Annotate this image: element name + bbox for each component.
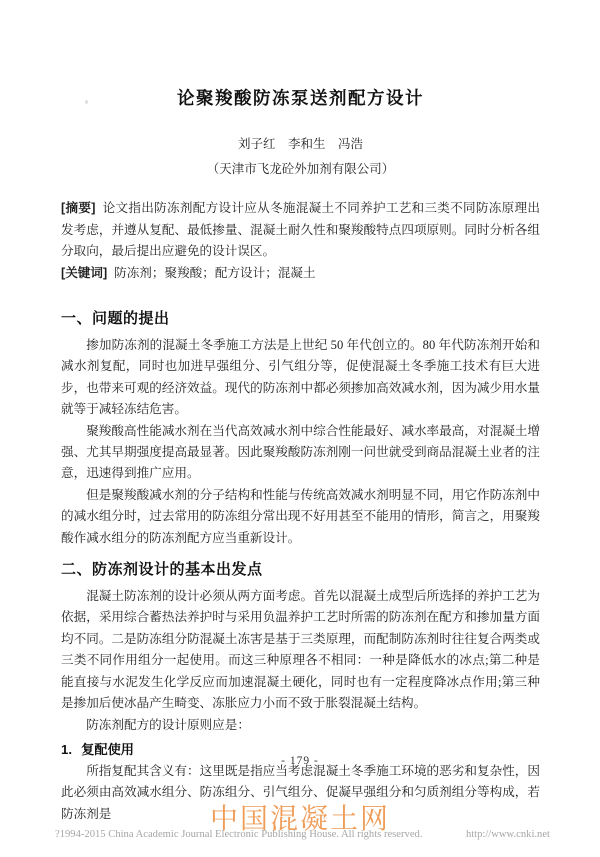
cnki-url: http://www.cnki.net: [465, 829, 550, 840]
section-1-heading: 一、问题的提出: [61, 310, 170, 327]
section-2-paragraph-2: 防冻剂配方的设计原则应是：: [86, 717, 250, 732]
page-title: 论聚羧酸防冻泵送剂配方设计: [177, 88, 424, 108]
section-1-paragraph-1: 掺加防冻剂的混凝土冬季施工方法是上世纪 50 年代创立的。80 年代防冻剂开始和减水剂复配，同时也加进早强组分、引气组分等，促使混凝土冬季施工技术有巨大进步，也带来可观的经济效益。现代的防冻剂中都必须掺加高效减水剂，因为减少用水量就等于减轻冻结危害。: [61, 338, 540, 417]
page-number: - 179 -: [281, 755, 319, 767]
keywords-text: 防冻剂；聚羧酸；配方设计；混凝土: [114, 265, 316, 280]
copyright-text: ?1994-2015 China Academic Journal Electronic Publishing House. All rights reserved.: [55, 829, 423, 840]
section-1-paragraph-2: 聚羧酸高性能减水剂在当代高效减水剂中综合性能最好、减水率最高，对混凝土增强、尤其早期强度提高最显著。因此聚羧酸防冻剂刚一问世就受到商品混凝土业者的注意，迅速得到推广应用。: [61, 423, 540, 481]
abstract-paragraph: [61, 198, 540, 263]
authors-line: 刘子红 李和生 冯浩: [237, 137, 363, 151]
subsection-1-paragraph-1: 所指复配其含义有：这里既是指应当考虑混凝土冬季施工环境的恶劣和复杂性，因此必须由高效减水组分、防冻组分、引气组分、促凝早强组分和匀质剂组分等构成，若防冻剂是: [61, 763, 540, 821]
paper-content-column: [61, 0, 540, 825]
abstract-text: 论文指出防冻剂配方设计应从冬施混凝土不同养护工艺和三类不同防冻原理出发考虑，并遵从复配、最低掺量、混凝土耐久性和聚羧酸特点四项原则。同时分析各组分取向，最后提出应避免的设计误区。: [61, 201, 541, 258]
section-2-paragraph-1: 混凝土防冻剂的设计必须从两方面考虑。首先以混凝土成型后所选择的养护工艺为依据，采用综合蓄热法养护时与采用负温养护工艺时所需的防冻剂在配方和掺加量方面均不同。二是防冻组分防混凝土冻害是基于三类原理，而配制防冻剂时往往复合两类或三类不同作用组分一起使用。而这三种原理各不相同：一种是降低水的冰点;第二种是能直接与水泥发生化学反应而加速混凝土硬化，同时也有一定程度降冰点作用;第三种是掺加后使冰晶产生畸变、冻胀应力小而不致于胀裂混凝土结构。: [61, 589, 540, 711]
keywords-label: [关键词]: [61, 265, 108, 280]
watermark-china-concrete-net: 中国混凝土网: [209, 803, 390, 834]
affiliation-line: （天津市飞龙砼外加剂有限公司）: [206, 162, 395, 176]
subsection-1-number: 1.: [61, 741, 72, 757]
abstract-label: [摘要]: [61, 201, 96, 215]
section-2-heading: 二、防冻剂设计的基本出发点: [61, 561, 263, 579]
abstract-block: [61, 198, 540, 284]
section-1-paragraph-3: 但是聚羧酸减水剂的分子结构和性能与传统高效减水剂明显不同，用它作防冻剂中的减水组分时，过去常用的防冻组分常出现不好用甚至不能用的情形，简言之，用聚羧酸作减水组分的防冻剂配方应当重新设计。: [61, 487, 540, 545]
keywords-paragraph: [61, 263, 540, 285]
subsection-1-title: 复配使用: [81, 741, 134, 757]
publisher-footer: [55, 829, 550, 840]
